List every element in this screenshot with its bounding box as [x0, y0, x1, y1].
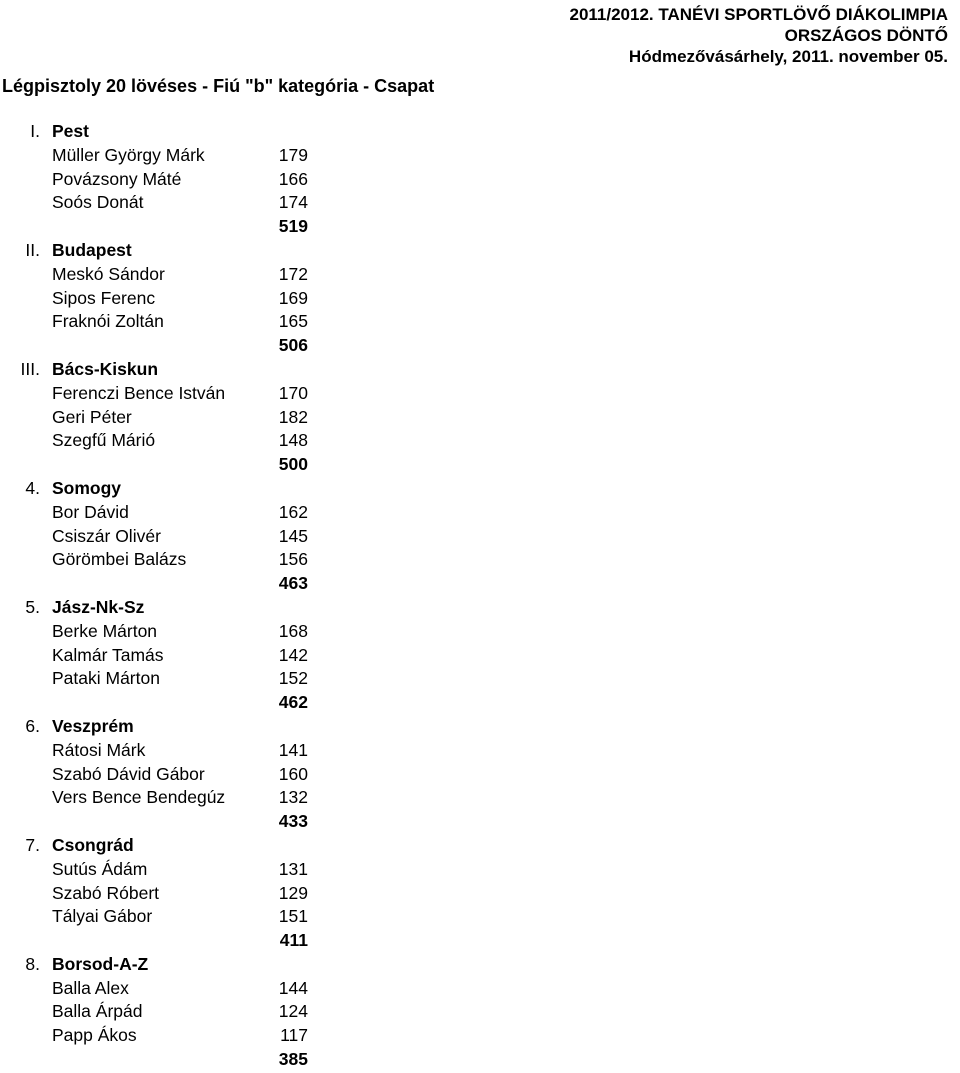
- team-total-row: [0, 572, 330, 596]
- member-row: [0, 191, 330, 215]
- member-score: 141: [278, 739, 308, 760]
- member-row: [0, 263, 330, 287]
- team-total-row: [0, 334, 330, 358]
- team-header: [0, 834, 330, 858]
- event-title: 2011/2012. TANÉVI SPORTLÖVŐ DIÁKOLIMPIA: [569, 5, 948, 24]
- team-header: [0, 953, 330, 977]
- team-rank: III.: [20, 358, 40, 379]
- team-block: [0, 358, 330, 477]
- team-total-row: [0, 691, 330, 715]
- team-name: Somogy: [52, 477, 122, 498]
- member-row: [0, 310, 330, 334]
- member-row: [0, 287, 330, 311]
- member-score: 165: [278, 311, 308, 332]
- member-row: [0, 620, 330, 644]
- member-score: 152: [278, 668, 308, 689]
- member-row: [0, 406, 330, 430]
- event-subtitle: ORSZÁGOS DÖNTŐ: [784, 26, 948, 45]
- team-total-score: 506: [278, 335, 308, 356]
- member-row: [0, 501, 330, 525]
- team-header: [0, 477, 330, 501]
- member-row: [0, 548, 330, 572]
- member-row: [0, 525, 330, 549]
- member-name: Fraknói Zoltán: [52, 311, 164, 332]
- member-name: Kalmár Tamás: [52, 644, 164, 665]
- team-total-score: 433: [278, 811, 308, 832]
- member-name: Szegfű Márió: [52, 430, 156, 451]
- member-name: Meskó Sándor: [52, 263, 165, 284]
- member-name: Tályai Gábor: [52, 906, 153, 927]
- team-header: [0, 596, 330, 620]
- member-name: Balla Árpád: [52, 1001, 143, 1022]
- member-score: 168: [278, 620, 308, 641]
- team-rank: 8.: [25, 953, 40, 974]
- member-score: 162: [278, 501, 308, 522]
- member-name: Berke Márton: [52, 620, 158, 641]
- member-row: [0, 429, 330, 453]
- member-name: Csiszár Olivér: [52, 525, 161, 546]
- team-name: Pest: [52, 121, 89, 141]
- team-name: Borsod-A-Z: [52, 953, 149, 974]
- team-header: [0, 239, 330, 263]
- member-score: 170: [278, 382, 308, 403]
- team-block: [0, 120, 330, 239]
- member-score: 131: [278, 858, 308, 879]
- member-score: 129: [278, 882, 308, 903]
- member-row: [0, 763, 330, 787]
- member-name: Geri Péter: [52, 406, 132, 427]
- team-total-score: 463: [278, 573, 308, 594]
- team-rank: 4.: [25, 477, 40, 498]
- team-header: [0, 120, 330, 144]
- member-row: [0, 144, 330, 168]
- team-total-score: 385: [278, 1049, 308, 1070]
- member-score: 124: [278, 1001, 308, 1022]
- member-score: 145: [278, 525, 308, 546]
- team-rank: 6.: [25, 715, 40, 736]
- member-row: [0, 905, 330, 929]
- member-name: Ferenczi Bence István: [52, 382, 226, 403]
- member-name: Sipos Ferenc: [52, 287, 156, 308]
- member-row: [0, 1000, 330, 1024]
- member-score: 160: [278, 763, 308, 784]
- team-block: [0, 596, 330, 715]
- member-score: 156: [278, 549, 308, 570]
- member-name: Bor Dávid: [52, 501, 129, 522]
- category-title: Légpisztoly 20 lövéses - Fiú "b" kategória - Csapat: [2, 76, 435, 96]
- team-total-row: [0, 929, 330, 953]
- document-header: [569, 4, 948, 67]
- member-name: Szabó Róbert: [52, 882, 160, 903]
- member-name: Balla Alex: [52, 977, 129, 998]
- member-name: Görömbei Balázs: [52, 549, 187, 570]
- team-total-row: [0, 453, 330, 477]
- member-score: 166: [278, 168, 308, 189]
- team-block: [0, 477, 330, 596]
- member-score: 148: [278, 430, 308, 451]
- team-name: Budapest: [52, 239, 132, 260]
- member-score: 151: [278, 906, 308, 927]
- team-rank: 5.: [25, 596, 40, 617]
- member-name: Povázsony Máté: [52, 168, 182, 189]
- member-name: Szabó Dávid Gábor: [52, 763, 205, 784]
- member-row: [0, 739, 330, 763]
- team-header: [0, 715, 330, 739]
- member-row: [0, 382, 330, 406]
- team-block: [0, 834, 330, 953]
- team-name: Veszprém: [52, 715, 134, 736]
- team-block: [0, 239, 330, 358]
- member-score: 182: [278, 406, 308, 427]
- member-score: 142: [278, 644, 308, 665]
- member-row: [0, 977, 330, 1001]
- member-name: Soós Donát: [52, 192, 144, 213]
- member-row: [0, 882, 330, 906]
- team-total-row: [0, 1048, 330, 1072]
- team-block: [0, 715, 330, 834]
- member-score: 179: [278, 144, 308, 165]
- member-name: Pataki Márton: [52, 668, 160, 689]
- team-total-row: [0, 810, 330, 834]
- team-total-score: 462: [278, 692, 308, 713]
- team-header: [0, 358, 330, 382]
- event-location-date: Hódmezővásárhely, 2011. november 05.: [628, 47, 948, 66]
- member-row: [0, 1024, 330, 1048]
- member-score: 132: [278, 787, 308, 808]
- team-rank: I.: [30, 121, 40, 141]
- team-total-score: 519: [278, 216, 308, 237]
- member-score: 169: [278, 287, 308, 308]
- team-results: [0, 120, 330, 1072]
- team-total-score: 500: [278, 454, 308, 475]
- member-name: Müller György Márk: [52, 144, 205, 165]
- member-score: 172: [278, 263, 308, 284]
- member-name: Papp Ákos: [52, 1025, 137, 1046]
- member-row: [0, 644, 330, 668]
- member-name: Sutús Ádám: [52, 858, 148, 879]
- member-name: Rátosi Márk: [52, 739, 146, 760]
- member-row: [0, 168, 330, 192]
- team-name: Jász-Nk-Sz: [52, 596, 145, 617]
- member-row: [0, 667, 330, 691]
- team-total-score: 411: [279, 930, 308, 951]
- member-row: [0, 786, 330, 810]
- team-total-row: [0, 215, 330, 239]
- member-score: 174: [278, 192, 308, 213]
- team-name: Csongrád: [52, 834, 134, 855]
- member-row: [0, 858, 330, 882]
- member-name: Vers Bence Bendegúz: [52, 787, 226, 808]
- team-name: Bács-Kiskun: [52, 358, 159, 379]
- team-block: [0, 953, 330, 1072]
- member-score: 144: [278, 977, 308, 998]
- team-rank: II.: [25, 239, 40, 260]
- member-score: 117: [280, 1025, 308, 1046]
- team-rank: 7.: [25, 834, 40, 855]
